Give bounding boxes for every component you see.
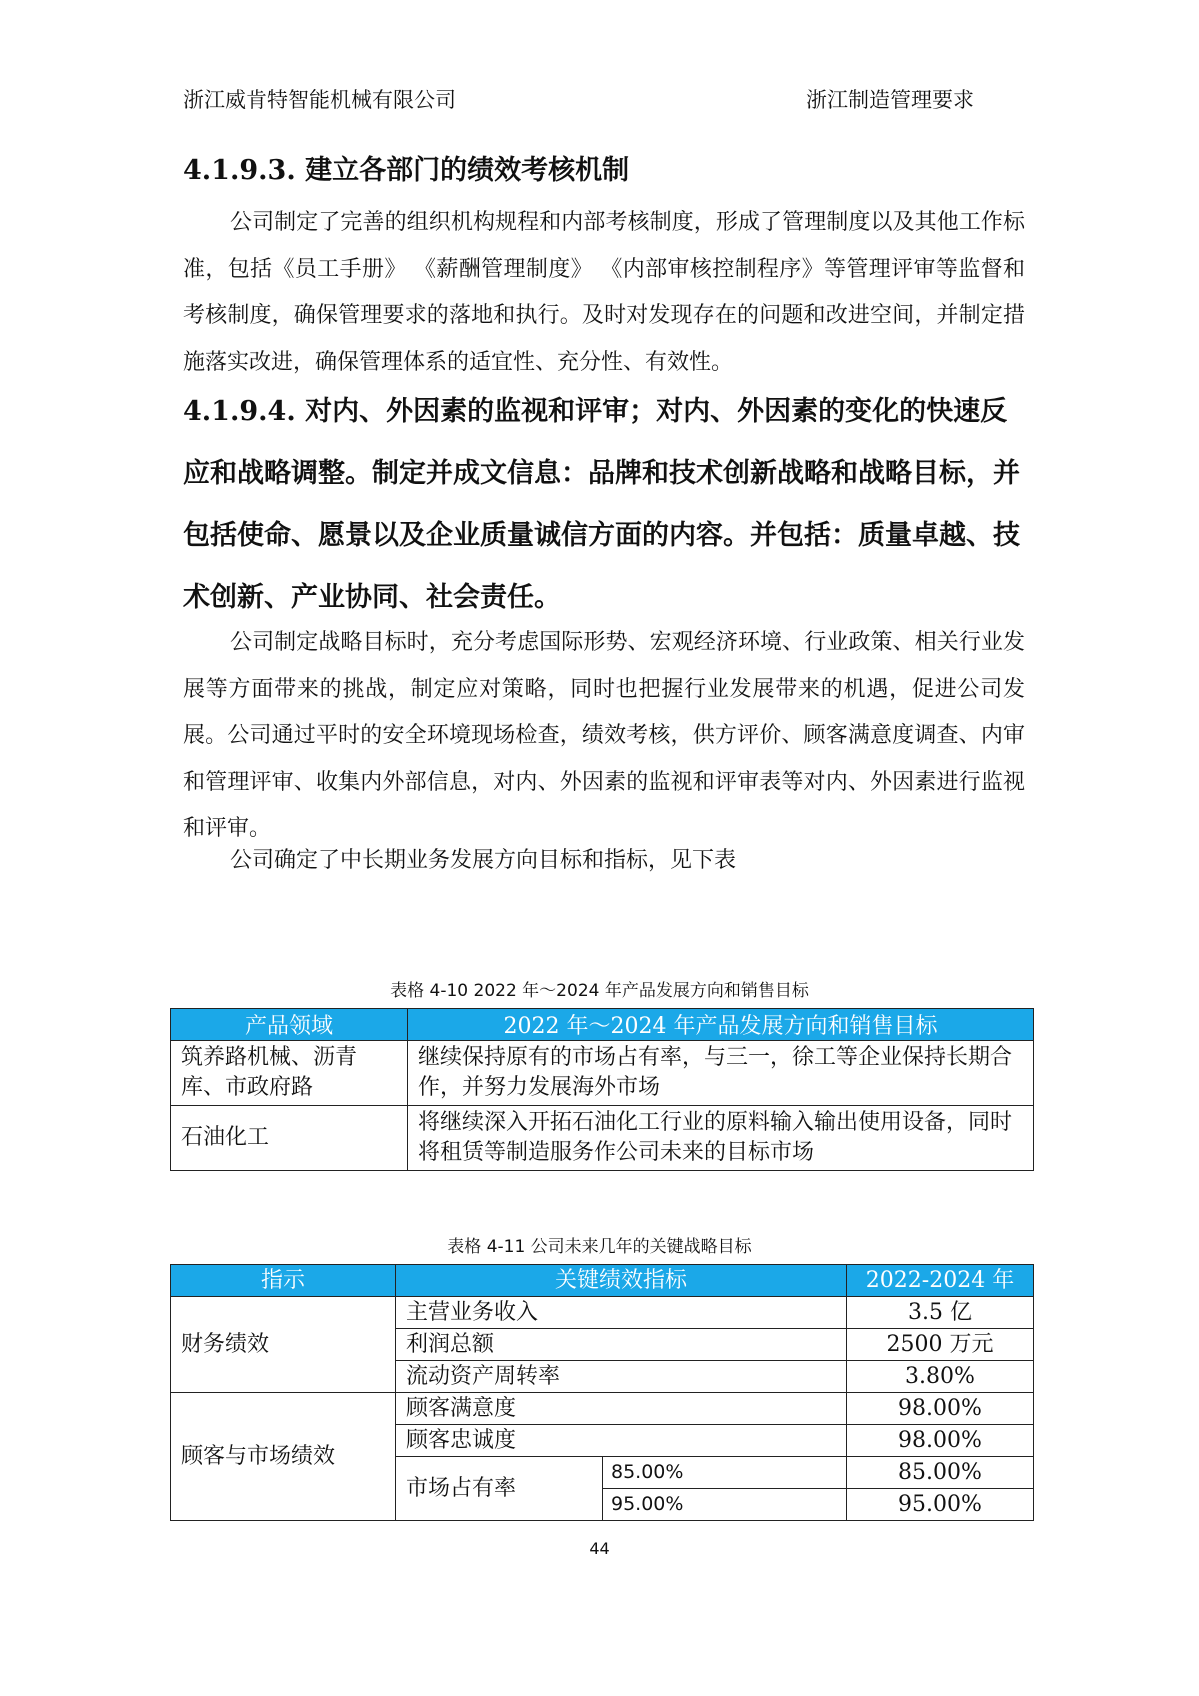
strategic-goals-table (170, 1264, 1034, 1521)
table-cell: 3.5 亿 (847, 1297, 1034, 1329)
table-cell: 3.80% (847, 1361, 1034, 1393)
table-group-label: 财务绩效 (171, 1297, 396, 1393)
section-paragraph: 公司制定了完善的组织机构规程和内部考核制度，形成了管理制度以及其他工作标准，包括《员工手册》 《薪酬管理制度》 《内部审核控制程序》等管理评审等监督和考核制度，确保管理要求的落地和执行。及时对发现存在的问题和改进空间，并制定措施落实改进，确保管理体系的适宜性、充分性、有效性。 (183, 210, 1025, 375)
table-header-cell: 关键绩效指标 (396, 1265, 847, 1297)
section-paragraph: 公司制定战略目标时，充分考虑国际形势、宏观经济环境、行业政策、相关行业发展等方面带来的挑战，制定应对策略，同时也把握行业发展带来的机遇，促进公司发展。公司通过平时的安全环境现场检查，绩效考核，供方评价、顾客满意度调查、内审和管理评审、收集内外部信息，对内、外因素的监视和评审表等对内、外因素进行监视和评审。 (183, 630, 1025, 841)
table-header-row (171, 1009, 1034, 1041)
table-header-cell: 2022 年～2024 年产品发展方向和销售目标 (408, 1009, 1034, 1041)
table-header-row (171, 1265, 1034, 1297)
table-caption: 表格 4-10 2022 年～2024 年产品发展方向和销售目标 (390, 981, 809, 1001)
section-heading-4-1-9-3: 4.1.9.3. 建立各部门的绩效考核机制 (183, 155, 630, 186)
table-header-cell: 2022-2024 年 (847, 1265, 1034, 1297)
table-cell: 筑养路机械、沥青库、市政府路 (171, 1041, 408, 1106)
header-company-name: 浙江威肯特智能机械有限公司 (183, 88, 456, 112)
header-document-title: 浙江制造管理要求 (806, 88, 974, 112)
table-cell: 继续保持原有的市场占有率，与三一，徐工等企业保持长期合作，并努力发展海外市场 (408, 1041, 1034, 1106)
table-row (171, 1297, 1034, 1329)
table-cell: 市场占有率 (396, 1457, 603, 1521)
table-cell: 流动资产周转率 (396, 1361, 847, 1393)
table-cell: 98.00% (847, 1393, 1034, 1425)
table-cell: 将继续深入开拓石油化工行业的原料输入输出使用设备，同时将租赁等制造服务作公司未来的目标市场 (408, 1106, 1034, 1171)
section-heading-4-1-9-4: 4.1.9.4. 对内、外因素的监视和评审；对内、外因素的变化的快速反应和战略调整。制定并成文信息：品牌和技术创新战略和战略目标，并包括使命、愿景以及企业质量诚信方面的内容。并包括：质量卓越、技术创新、产业协同、社会责任。 (183, 396, 1020, 613)
table-group-label: 顾客与市场绩效 (171, 1393, 396, 1521)
table-subcell: 95.00% (603, 1489, 847, 1521)
table-subcell: 85.00% (603, 1457, 847, 1489)
table-header-cell: 指示 (171, 1265, 396, 1297)
table-header-cell: 产品领域 (171, 1009, 408, 1041)
table-cell: 95.00% (847, 1489, 1034, 1521)
table-cell: 顾客满意度 (396, 1393, 847, 1425)
table-cell: 顾客忠诚度 (396, 1425, 847, 1457)
table-cell: 石油化工 (171, 1106, 408, 1171)
table-row (171, 1041, 1034, 1106)
table-cell: 85.00% (847, 1457, 1034, 1489)
table-cell: 2500 万元 (847, 1329, 1034, 1361)
section-paragraph: 公司确定了中长期业务发展方向目标和指标，见下表 (230, 848, 737, 873)
table-cell: 利润总额 (396, 1329, 847, 1361)
table-row (171, 1393, 1034, 1425)
page-number: 44 (589, 1539, 610, 1558)
product-direction-table (170, 1008, 1034, 1171)
table-cell: 98.00% (847, 1425, 1034, 1457)
table-cell: 主营业务收入 (396, 1297, 847, 1329)
table-caption: 表格 4-11 公司未来几年的关键战略目标 (447, 1237, 752, 1257)
table-row (171, 1106, 1034, 1171)
